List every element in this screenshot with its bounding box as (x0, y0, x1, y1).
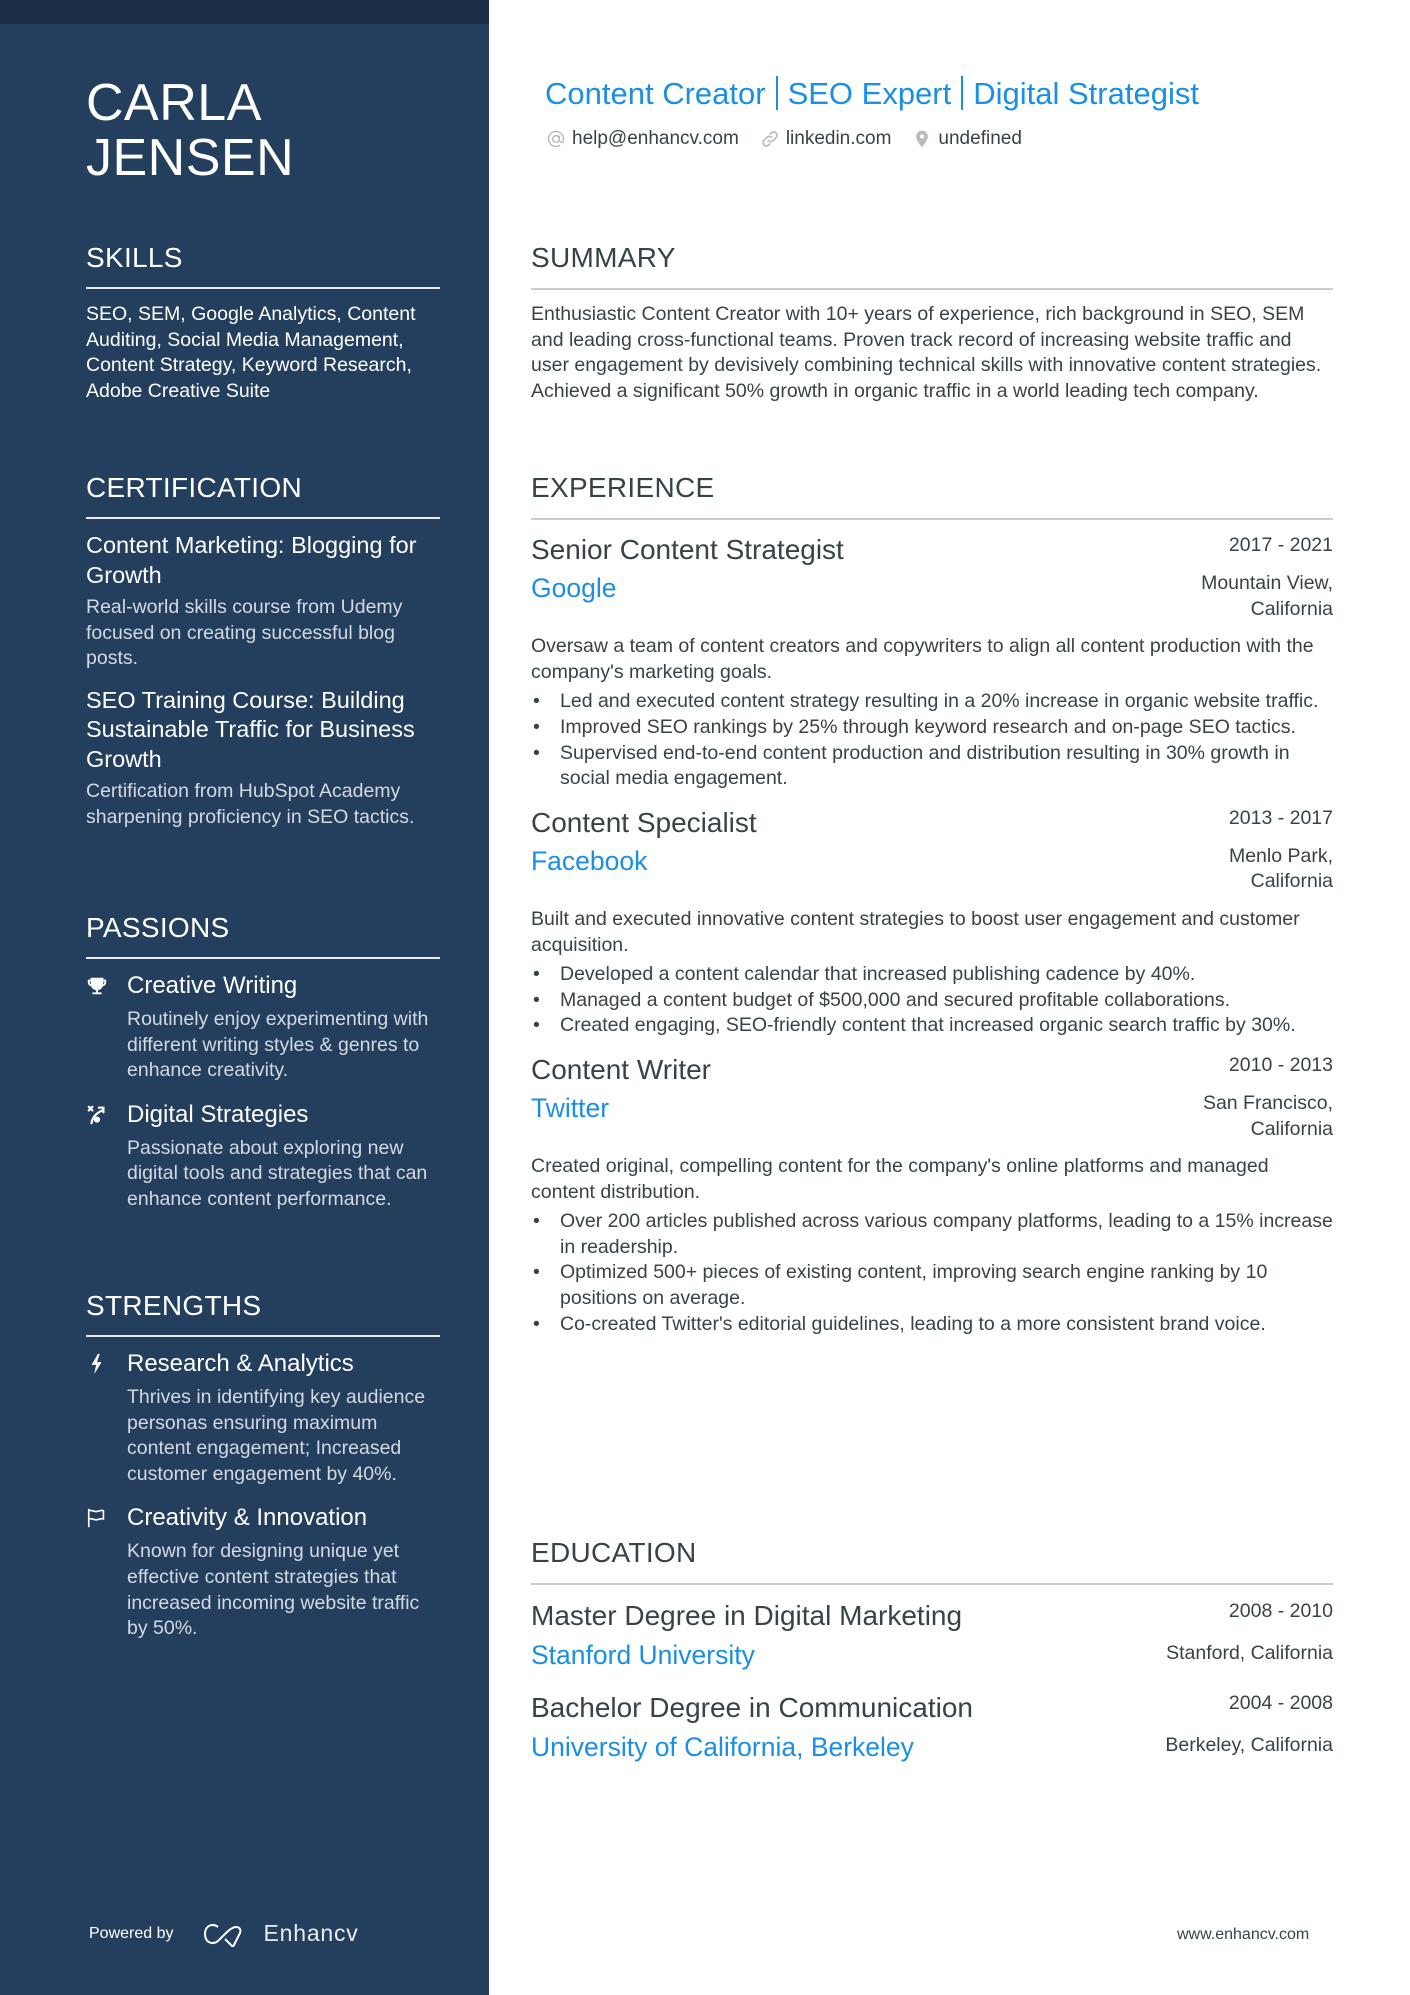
enhancv-logo[interactable] (202, 1920, 359, 1947)
degree: Master Degree in Digital Marketing (531, 1600, 963, 1631)
section-divider (86, 517, 440, 519)
experience-section (531, 471, 1333, 1337)
headline-role: Digital Strategist (973, 76, 1199, 111)
strengths-heading: STRENGTHS (86, 1290, 262, 1321)
job-dates: 2010 - 2013 (1228, 1053, 1333, 1076)
contact-info (545, 128, 1042, 150)
job-description: Oversaw a team of content creators and copywriters to align all content production with the company's marketing goals. (531, 635, 1314, 683)
contact-linkedin[interactable] (759, 128, 892, 150)
passions-section (86, 911, 440, 1213)
achievement-bullet: • Developed a content calendar that increased publishing cadence by 40%. (531, 962, 1333, 988)
section-divider (86, 287, 440, 289)
first-name: CARLA (86, 74, 262, 132)
job-description: Built and executed innovative content strategies to boost user engagement and customer acquisition. (531, 907, 1300, 956)
sidebar-top-bar (0, 0, 489, 24)
achievement-bullet: • Supervised end-to-end content production and distribution resulting in 30% growth in social media engagement. (531, 741, 1333, 792)
job-entry (531, 533, 1333, 792)
certification-heading: CERTIFICATION (86, 472, 302, 503)
headline-role: Content Creator (545, 76, 766, 111)
education-section (531, 1536, 1333, 1763)
certification-item (86, 531, 440, 672)
school: University of California, Berkeley (531, 1732, 914, 1762)
education-dates: 2004 - 2008 (1228, 1692, 1333, 1714)
last-name: JENSEN (86, 129, 295, 187)
job-company: Google (531, 573, 617, 603)
job-title: Content Specialist (531, 806, 757, 838)
education-location: Stanford, California (1166, 1642, 1333, 1664)
achievement-bullet: • Improved SEO rankings by 25% through keyword research and on-page SEO tactics. (531, 715, 1333, 741)
education-location: Berkeley, California (1165, 1734, 1333, 1756)
at-icon (545, 128, 567, 150)
experience-heading: EXPERIENCE (531, 472, 715, 503)
achievement-bullet: • Optimized 500+ pieces of existing content, improving search engine ranking by 10 positions on average. (531, 1260, 1333, 1311)
job-location: San Francisco, California (1202, 1091, 1333, 1140)
section-divider (531, 288, 1333, 290)
passion-title: Creative Writing (127, 972, 298, 999)
strength-title: Research & Analytics (127, 1350, 354, 1377)
summary-heading: SUMMARY (531, 242, 676, 273)
headline-separator (776, 76, 778, 110)
skills-list: SEO, SEM, Google Analytics, Content Auditing, Social Media Management, Content Strategy, Keyword Research, Adobe Creative Suite (86, 303, 416, 402)
section-divider (86, 957, 440, 959)
job-dates: 2013 - 2017 (1228, 806, 1333, 829)
achievement-bullet: • Led and executed content strategy resulting in a 20% increase in organic website traffic. (531, 689, 1333, 715)
skills-heading: SKILLS (86, 242, 183, 273)
contact-location (911, 128, 1021, 150)
certification-title: Content Marketing: Blogging for Growth (86, 532, 417, 588)
certification-section (86, 471, 440, 830)
passion-title: Digital Strategies (127, 1100, 309, 1128)
strength-item (86, 1503, 440, 1641)
strengths-section (86, 1289, 440, 1642)
education-heading: EDUCATION (531, 1537, 697, 1568)
location-pin-icon (911, 128, 933, 150)
education-entry (531, 1599, 1333, 1671)
job-entry (531, 806, 1333, 1039)
headline (545, 74, 1199, 114)
strength-item (86, 1349, 440, 1487)
contact-email[interactable] (545, 128, 739, 150)
passion-description: Passionate about exploring new digital tools and strategies that can enhance content performance. (127, 1136, 428, 1210)
strength-title: Creativity & Innovation (127, 1504, 368, 1532)
link-icon (759, 128, 781, 150)
section-divider (86, 1335, 440, 1337)
achievement-bullet: • Created engaging, SEO-friendly content that increased organic search traffic by 30%. (531, 1013, 1333, 1039)
school: Stanford University (531, 1640, 755, 1670)
enhancv-wordmark: Enhancv (263, 1920, 359, 1946)
passion-description: Routinely enjoy experimenting with different writing styles & genres to enhance creativity. (127, 1008, 429, 1082)
powered-by-label: Powered by (89, 1924, 174, 1942)
achievement-bullet: • Over 200 articles published across various company platforms, leading to a 15% increase in readership. (531, 1209, 1333, 1260)
job-achievements (531, 689, 1333, 791)
summary-text: Enthusiastic Content Creator with 10+ years of experience, rich background in SEO, SEM and leading cross-functional teams. Proven track record of increasing website traffic and user engagement by devisively combining technical skills with innovative content strategies. Achieved a significant 50% growth in organic traffic in a world leading tech company. (531, 303, 1322, 402)
skills-section (86, 241, 440, 404)
trophy-icon (86, 975, 108, 997)
strength-description: Thrives in identifying key audience personas ensuring maximum content engagement; Increased customer engagement by 40%. (127, 1386, 426, 1485)
achievement-bullet: • Co-created Twitter's editorial guidelines, leading to a more consistent brand voice. (531, 1312, 1333, 1338)
email-text: help@enhancv.com (572, 128, 739, 149)
job-entry (531, 1053, 1333, 1337)
flag-icon (86, 1507, 108, 1529)
certification-title: SEO Training Course: Building Sustainable Traffic for Business Growth (86, 686, 415, 772)
headline-separator (961, 76, 963, 110)
certification-description: Certification from HubSpot Academy sharpening proficiency in SEO tactics. (86, 780, 415, 828)
job-achievements (531, 962, 1333, 1039)
strength-description: Known for designing unique yet effective content strategies that increased incoming website traffic by 50%. (127, 1540, 420, 1640)
strategy-icon (86, 1104, 108, 1126)
job-achievements (531, 1209, 1333, 1337)
job-location: Menlo Park, California (1228, 844, 1333, 893)
lightning-bolt-icon (86, 1353, 108, 1375)
certification-item (86, 686, 440, 831)
job-title: Content Writer (531, 1053, 711, 1085)
education-dates: 2008 - 2010 (1228, 1600, 1333, 1622)
website-url-link[interactable]: www.enhancv.com (1177, 1926, 1310, 1943)
summary-section (531, 241, 1333, 404)
passion-item (86, 1100, 440, 1213)
degree: Bachelor Degree in Communication (531, 1692, 973, 1723)
job-location: Mountain View, California (1201, 572, 1333, 620)
passions-heading: PASSIONS (86, 912, 230, 943)
section-divider (531, 518, 1333, 520)
achievement-bullet: • Managed a content budget of $500,000 and secured profitable collaborations. (531, 988, 1333, 1014)
certification-description: Real-world skills course from Udemy focused on creating successful blog posts. (86, 596, 403, 670)
education-entry (531, 1691, 1333, 1763)
enhancv-logo-icon (202, 1921, 250, 1947)
candidate-name (86, 76, 294, 186)
linkedin-text: linkedin.com (785, 128, 892, 149)
job-company: Facebook (531, 845, 648, 876)
passion-item (86, 971, 440, 1084)
location-text: undefined (938, 128, 1022, 149)
job-dates: 2017 - 2021 (1228, 534, 1333, 556)
job-title: Senior Content Strategist (531, 534, 844, 565)
job-company: Twitter (531, 1092, 610, 1123)
section-divider (531, 1583, 1333, 1585)
headline-role: SEO Expert (787, 76, 952, 111)
powered-by-footer (89, 1920, 359, 1947)
job-description: Created original, compelling content for the company's online platforms and managed content distribution. (531, 1155, 1269, 1203)
